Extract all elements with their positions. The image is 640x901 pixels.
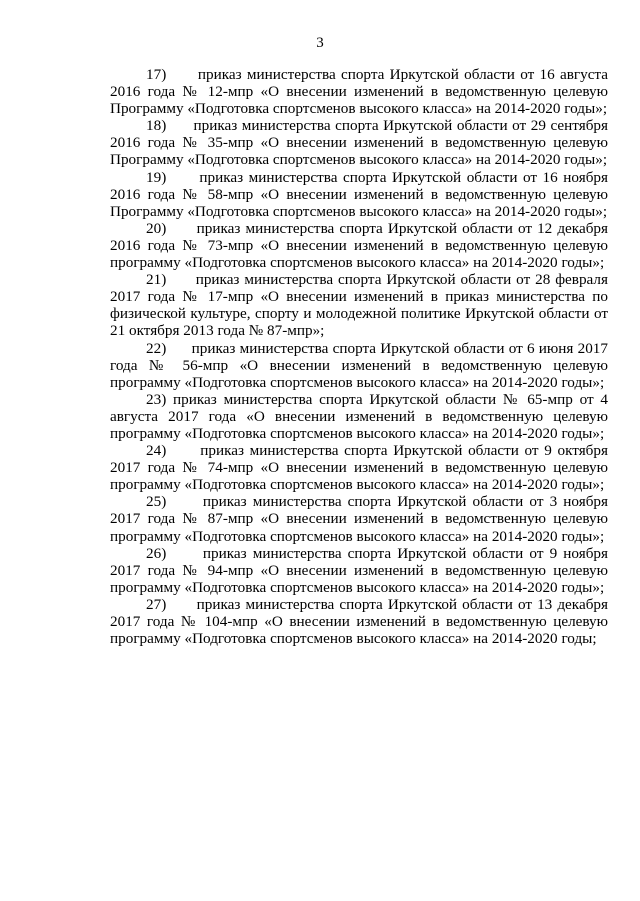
list-item: 22) приказ министерства спорта Иркутской области от 6 июня 2017 года № 56-мпр «О внесении изменений в ведомственную целевую программу «Подготовка спортсменов высокого класса» на 2014-2020 годы»; xyxy=(110,339,608,391)
list-item: 20) приказ министерства спорта Иркутской области от 12 декабря 2016 года № 73-мпр «О внесении изменений в ведомственную целевую программу «Подготовка спортсменов высокого класса» на 2014-2020 годы»; xyxy=(110,219,608,272)
list-item: 26) приказ министерства спорта Иркутской области от 9 ноября 2017 года № 94-мпр «О внесении изменений в ведомственную целевую программу «Подготовка спортсменов высокого класса» на 2014-2020 годы»; xyxy=(110,544,608,596)
list-item: 19) приказ министерства спорта Иркутской области от 16 ноября 2016 года № 58-мпр «О внесении изменений в ведомственную целевую Программу «Подготовка спортсменов высокого класса» на 2014-2020 годы»; xyxy=(110,168,608,220)
document-list xyxy=(110,66,608,647)
list-item: 21) приказ министерства спорта Иркутской области от 28 февраля 2017 года № 17-мпр «О внесении изменений в приказ министерства по физической культуре, спорту и молодежной политике Иркутской области от 21 октября 2013 года № 87-мпр»; xyxy=(110,271,608,340)
page-number: 3 xyxy=(316,35,324,51)
list-item: 18) приказ министерства спорта Иркутской области от 29 сентября 2016 года № 35-мпр «О внесении изменений в ведомственную целевую Программу «Подготовка спортсменов высокого класса» на 2014-2020 годы»; xyxy=(110,117,608,169)
list-item: 25) приказ министерства спорта Иркутской области от 3 ноября 2017 года № 87-мпр «О внесении изменений в ведомственную целевую программу «Подготовка спортсменов высокого класса» на 2014-2020 годы»; xyxy=(110,493,608,545)
list-item: 27) приказ министерства спорта Иркутской области от 13 декабря 2017 года № 104-мпр «О внесении изменений в ведомственную целевую программу «Подготовка спортсменов высокого класса» на 2014-2020 годы; xyxy=(110,595,608,648)
list-item: 24) приказ министерства спорта Иркутской области от 9 октября 2017 года № 74-мпр «О внесении изменений в ведомственную целевую программу «Подготовка спортсменов высокого класса» на 2014-2020 годы»; xyxy=(110,442,608,494)
list-item: 23) приказ министерства спорта Иркутской области № 65-мпр от 4 августа 2017 года «О внесении изменений в ведомственную целевую программу «Подготовка спортсменов высокого класса» на 2014-2020 годы»; xyxy=(110,390,608,442)
list-item: 17) приказ министерства спорта Иркутской области от 16 августа 2016 года № 12-мпр «О внесении изменений в ведомственную целевую Программу «Подготовка спортсменов высокого класса» на 2014-2020 годы»; xyxy=(110,66,608,118)
